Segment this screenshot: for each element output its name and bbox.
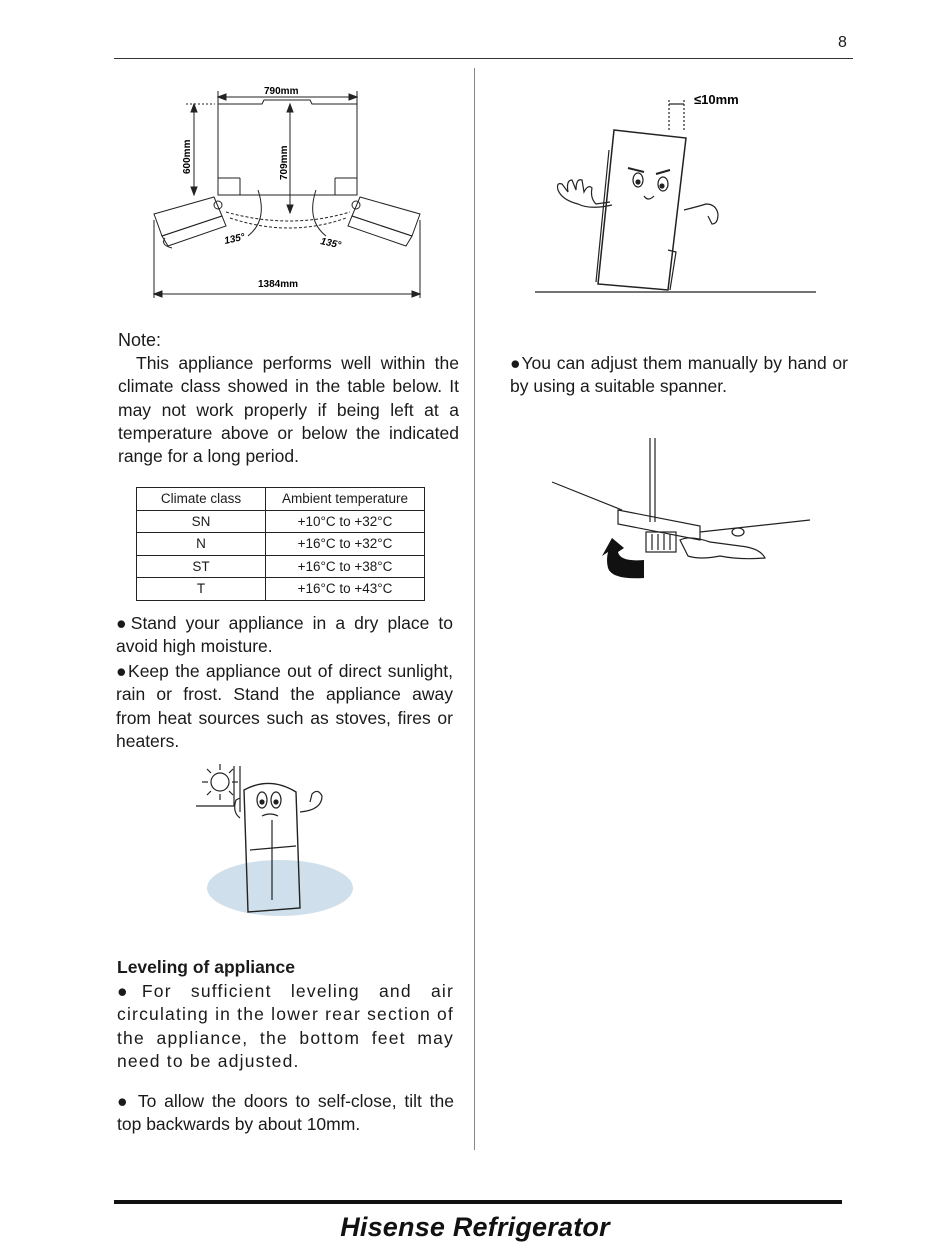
stand-bullet-text: ●Stand your appliance in a dry place to avoid high moisture. [116,613,453,657]
leveling-bullet-1 [117,980,454,1073]
leveling-bullet-2 [117,1090,454,1137]
col-header-ambient-temperature: Ambient temperature [266,488,425,511]
footer-brand: Hisense Refrigerator [340,1212,610,1242]
tilt-label: ≤10mm [694,92,739,107]
col-header-climate-class: Climate class [137,488,266,511]
table-header-row [137,488,425,511]
total-width-label: 1384mm [258,279,299,290]
depth-open-label: 709mm [279,145,290,180]
temperature-cell: +10°C to +32°C [266,510,425,533]
width-label: 790mm [264,86,299,97]
keep-bullet [116,660,453,753]
climate-class-cell: ST [137,555,266,578]
climate-class-cell: SN [137,510,266,533]
header-rule [114,58,853,59]
temperature-cell: +16°C to +32°C [266,533,425,556]
angle-left-label: 135° [223,231,246,247]
adjust-bullet-text: ●You can adjust them manually by hand or by using a suitable spanner. [510,353,848,397]
angle-right-label: 135° [319,236,342,252]
depth-label: 600mm [182,139,193,174]
note-text: This appliance performs well within the climate class showed in the table below. It may not work properly if being left at a temperature above or below the indicated range for a long period. [118,353,459,467]
page-number: 8 [838,34,847,51]
table-row [137,578,425,601]
note-body [118,352,459,468]
temperature-cell: +16°C to +43°C [266,578,425,601]
stand-bullet [116,612,453,659]
table-row [137,510,425,533]
leveling-title: Leveling of appliance [117,957,295,977]
climate-class-cell: T [137,578,266,601]
table-row [137,555,425,578]
keep-bullet-text: ●Keep the appliance out of direct sunlight, rain or frost. Stand the appliance away from heat sources such as stoves, fires or heaters. [116,661,453,751]
adjust-bullet [510,352,848,399]
climate-table [136,487,425,601]
table-row [137,533,425,556]
rotate-arrow-icon [602,538,644,578]
note-title: Note: [118,330,162,350]
footer-rule [114,1200,842,1204]
leveling-bullet-1-text: ●For sufficient leveling and air circulating in the lower rear section of the appliance, the bottom feet may need to be adjusted. [117,981,454,1071]
leveling-bullet-2-text: ● To allow the doors to self-close, tilt the top backwards by about 10mm. [117,1091,454,1135]
temperature-cell: +16°C to +38°C [266,555,425,578]
column-divider [474,68,475,1150]
climate-class-cell: N [137,533,266,556]
